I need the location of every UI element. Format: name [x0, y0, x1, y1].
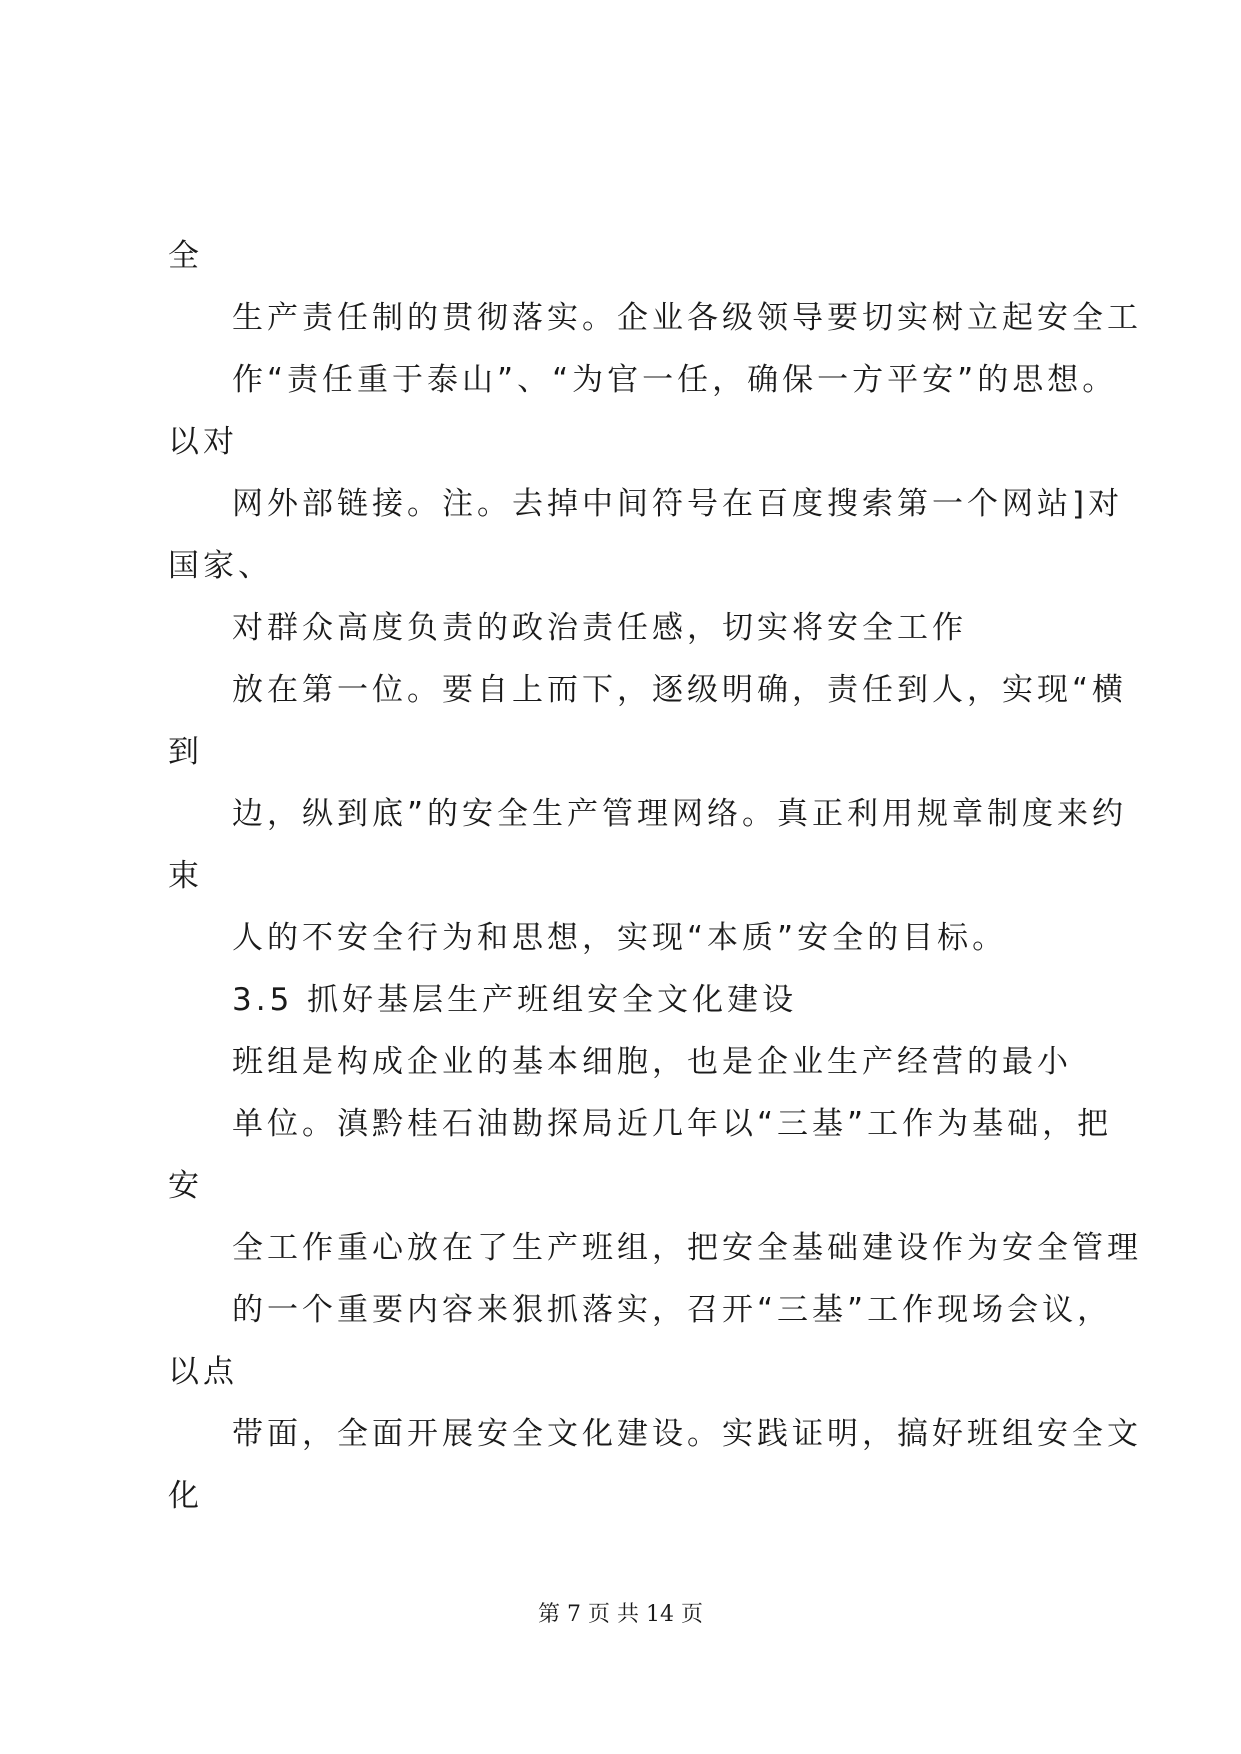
text-line: 生产责任制的贯彻落实。企业各级领导要切实树立起安全工	[232, 300, 1142, 336]
text-line: 到	[168, 734, 203, 770]
text-line: 班组是构成企业的基本细胞，也是企业生产经营的最小	[232, 1044, 1072, 1080]
text-line: 对群众高度负责的政治责任感，切实将安全工作	[232, 610, 967, 646]
text-line: 的一个重要内容来狠抓落实，召开“三基”工作现场会议，	[232, 1292, 1113, 1328]
section-heading: 3.5 抓好基层生产班组安全文化建设	[232, 982, 798, 1018]
text-line: 以对	[168, 424, 238, 460]
text-line: 网外部链接。注。去掉中间符号在百度搜索第一个网站]对	[232, 486, 1124, 522]
text-line: 带面，全面开展安全文化建设。实践证明，搞好班组安全文	[232, 1416, 1142, 1452]
text-line: 边，纵到底”的安全生产管理网络。真正利用规章制度来约	[232, 796, 1128, 832]
text-line: 作“责任重于泰山”、“为官一任，确保一方平安”的思想。	[232, 362, 1118, 398]
text-line: 人的不安全行为和思想，实现“本质”安全的目标。	[232, 920, 1008, 956]
text-line: 全	[168, 238, 203, 274]
text-line: 束	[168, 858, 203, 894]
text-line: 以点	[168, 1354, 238, 1390]
text-line: 化	[168, 1478, 203, 1514]
page-number-footer: 第 7 页 共 14 页	[538, 1602, 703, 1627]
text-line: 单位。滇黔桂石油勘探局近几年以“三基”工作为基础，把	[232, 1106, 1113, 1142]
text-line: 放在第一位。要自上而下，逐级明确，责任到人，实现“横	[232, 672, 1128, 708]
text-line: 安	[168, 1168, 203, 1204]
text-line: 全工作重心放在了生产班组，把安全基础建设作为安全管理	[232, 1230, 1142, 1266]
text-line: 国家、	[168, 548, 273, 584]
